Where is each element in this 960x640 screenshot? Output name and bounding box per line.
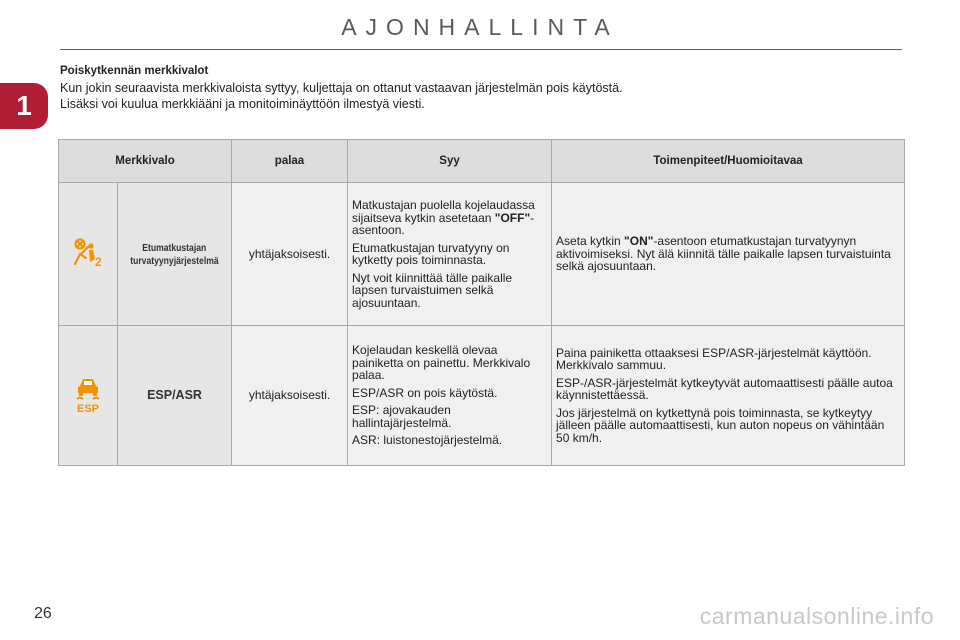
light-name: ESP/ASR [147,388,202,403]
cause-text: -asentoon. [352,210,535,237]
intro-section [60,63,920,112]
light-name-cell [118,326,232,466]
intro-line-1: Kun jokin seuraavista merkkivaloista syttyy, kuljettaja on ottanut vastaavan järjestelmän pois käytöstä. [60,81,623,95]
page-title: AJONHALLINTA [341,14,619,40]
action-text: -asentoon etumatkustajan turvatyynyn aktivoimiseksi. Nyt älä kiinnitä tälle paikalle lapsen turvaistuinta selkä ajosuuntaan. [556,234,891,274]
header-cause: Syy [348,140,552,183]
state-cell: yhtäjaksoisesti. [232,183,348,326]
icon-cell [59,183,118,326]
light-name-cell [118,183,232,326]
action-paragraph-1: Paina painiketta ottaaksesi ESP/ASR-järjestelmät käyttöön. Merkkivalo sammuu. [556,345,872,373]
action-text: Aseta kytkin [556,234,625,249]
table-row [59,326,905,466]
title-divider [60,49,902,50]
header-action: Toimenpiteet/Huomioitavaa [552,140,905,183]
cause-paragraph-3: Nyt voit kiinnittää tälle paikalle lapsen turvaistuimen selkä ajosuuntaan. [352,270,513,310]
icon-cell [59,326,118,466]
svg-text:2: 2 [95,254,102,268]
cause-cell [348,326,552,466]
table-header-row [59,140,905,183]
table-row [59,183,905,326]
action-paragraph-3: Jos järjestelmä on kytkettynä pois toiminnasta, se kytkeytyy jälleen päälle automaattisesti, kun auton nopeus on vähintään 50 km/h. [556,405,885,445]
esp-icon-label: ESP [76,403,100,415]
chapter-tab: 1 [0,83,48,129]
off-keyword: "OFF" [494,210,531,225]
cause-paragraph-2: Etumatkustajan turvatyyny on kytketty pois toiminnasta. [352,240,510,267]
cause-paragraph-3: ESP: ajovakauden hallintajärjestelmä. [352,403,452,430]
action-paragraph [556,235,900,273]
cause-paragraph-1 [352,199,547,237]
cause-paragraph-1: Kojelaudan keskellä olevaa painiketta on painettu. Merkkivalo palaa. [352,343,531,383]
cause-paragraph-2: ESP/ASR on pois käytöstä. [352,385,498,400]
header-state: palaa [232,140,348,183]
page-number: 26 [34,605,52,622]
action-paragraph-2: ESP-/ASR-järjestelmät kytkeytyvät automaattisesti päälle autoa käynnistettäessä. [556,375,893,403]
light-name-line2: turvatyynyjärjestelmä [130,256,219,267]
intro-line-2: Lisäksi voi kuulua merkkiääni ja monitoiminäyttöön ilmestyä viesti. [60,97,425,111]
header-light: Merkkivalo [59,140,232,183]
state-cell: yhtäjaksoisesti. [232,326,348,466]
action-cell [552,183,905,326]
esp-off-icon [71,403,105,417]
section-subtitle: Poiskytkennän merkkivalot [60,65,209,77]
cause-text: Matkustajan puolella kojelaudassa sijaitseva kytkin asetetaan [352,198,535,225]
watermark: carmanualsonline.info [699,603,934,629]
action-cell [552,326,905,466]
cause-paragraph-4: ASR: luistonestojärjestelmä. [352,433,503,448]
on-keyword: "ON" [624,234,654,249]
cause-cell [348,183,552,326]
warning-light-table [58,139,905,466]
light-name-line1: Etumatkustajan [142,243,207,254]
passenger-airbag-off-icon [71,254,105,271]
